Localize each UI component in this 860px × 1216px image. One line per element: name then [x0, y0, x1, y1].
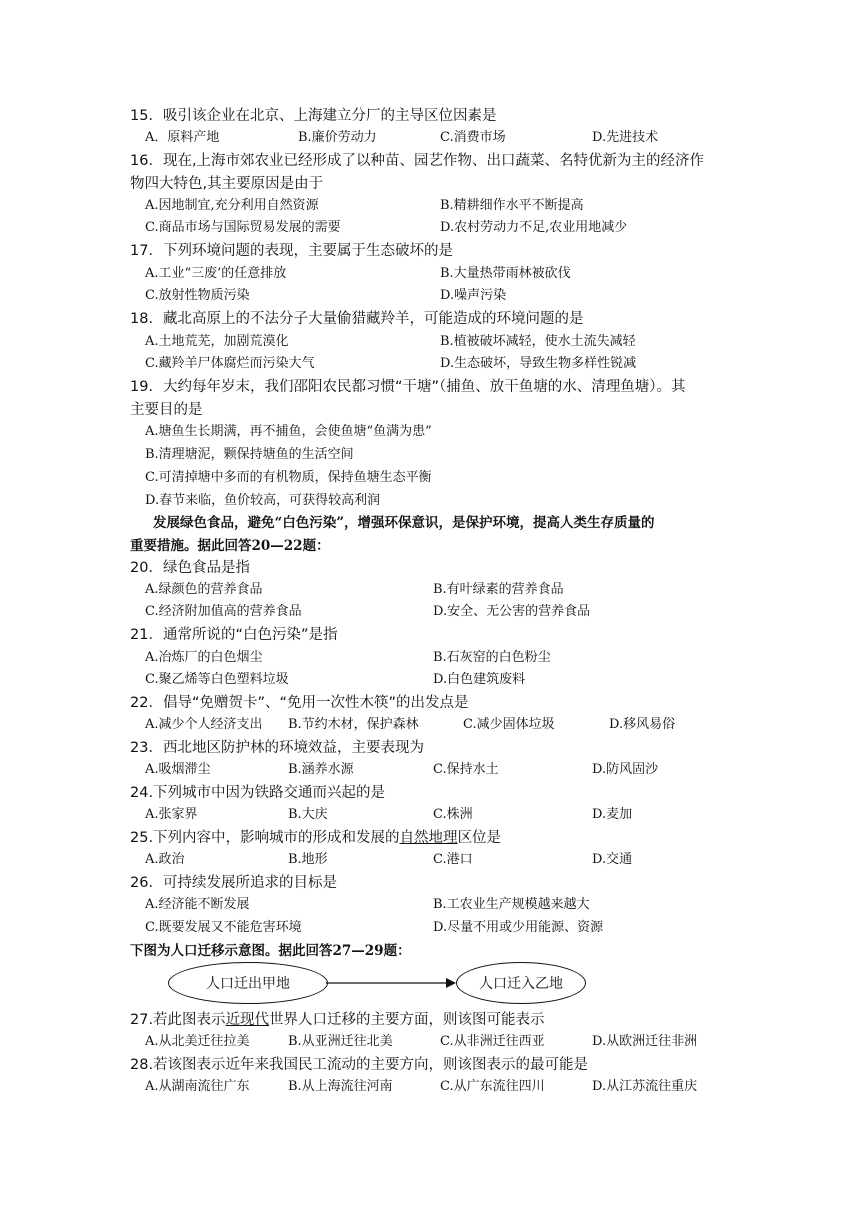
- q25-stem-pre: 25.下列内容中，影响城市的形成和发展的: [130, 830, 400, 846]
- q26-option-c: C.既要发展又不能危害环境: [145, 920, 302, 935]
- q15-stem: 15．吸引该企业在北京、上海建立分厂的主导区位因素是: [130, 108, 497, 124]
- destination-ellipse: [456, 962, 586, 1004]
- intro-20-22-line1: 发展绿色食品，避免“白色污染”，增强环保意识，是保护环境，提高人类生存质量的: [153, 515, 655, 531]
- q22-option-b: B.节约木材，保护森林: [288, 717, 419, 732]
- q27-stem-pre: 27.若此图表示: [130, 1012, 226, 1028]
- q17-option-a: A.工业“三废’的任意排放: [145, 266, 287, 281]
- q18-option-d: D.生态破坏，导致生物多样性锐减: [440, 356, 637, 371]
- q26-option-b: B.工农业生产规模越来越大: [433, 897, 590, 912]
- q25-stem-underlined: 自然地理: [399, 830, 458, 846]
- q16-stem-line1: 16．现在,上海市郊农业已经形成了以种苗、园艺作物、出口蔬菜、名特优新为主的经济作: [130, 153, 705, 169]
- q21-option-b: B.石灰窑的白色粉尘: [433, 650, 551, 665]
- q25-stem-post: 区位是: [457, 830, 502, 846]
- q18-option-b: B.植被破坏减轻，使水土流失减轻: [440, 334, 636, 349]
- q21-option-d: D.白色建筑废料: [433, 672, 526, 687]
- q23-stem: 23．西北地区防护林的环境效益，主要表现为: [130, 740, 424, 756]
- q28-stem: 28.若该图表示近年来我国民工流动的主要方向，则该图表示的最可能是: [130, 1057, 589, 1073]
- origin-label: 人口迁出甲地: [206, 976, 290, 992]
- q20-option-d: D.安全、无公害的营养食品: [433, 604, 591, 619]
- q25-option-d: D.交通: [592, 852, 633, 867]
- q19-option-a: A.塘鱼生长期满，再不捕鱼，会使鱼塘“鱼满为患”: [145, 424, 432, 439]
- q27-option-d: D.从欧洲迁往非洲: [592, 1034, 698, 1049]
- q24-option-d: D.麦加: [592, 807, 633, 822]
- q22-option-c: C.减少固体垃圾: [463, 717, 555, 732]
- q28-option-b: B.从上海流往河南: [288, 1079, 393, 1094]
- q28-option-a: A.从湖南流往广东: [145, 1079, 250, 1094]
- q17-stem: 17．下列环境问题的表现，主要属于生态破坏的是: [130, 243, 453, 259]
- q17-option-d: D.噪声污染: [440, 288, 507, 303]
- q23-option-b: B.涵养水源: [288, 762, 354, 777]
- q27-option-a: A.从北美迁往拉美: [145, 1034, 250, 1049]
- q20-stem: 20．绿色食品是指: [130, 560, 250, 576]
- q27-option-b: B.从亚洲迁往北美: [288, 1034, 393, 1049]
- q25-stem: [130, 828, 730, 848]
- q19-option-c: C.可清掉塘中多而的有机物质，保持鱼塘生态平衡: [145, 470, 432, 485]
- q28-option-c: C.从广东流往四川: [440, 1079, 545, 1094]
- q24-option-c: C.株洲: [433, 807, 473, 822]
- q18-option-c: C.藏羚羊尸体腐烂而污染大气: [145, 356, 315, 371]
- q24-stem: 24.下列城市中因为铁路交通而兴起的是: [130, 785, 386, 801]
- arrow-right-icon: [326, 974, 456, 992]
- intro-27-29: 下图为人口迁移示意图。据此回答27—29题：: [130, 943, 411, 959]
- q27-option-c: C.从非洲迁往西亚: [440, 1034, 545, 1049]
- q19-option-b: B.清理塘泥，颗保持塘鱼的生活空间: [145, 447, 354, 462]
- q21-option-a: A.冶炼厂的白色烟尘: [145, 650, 263, 665]
- q26-option-a: A.经济能不断发展: [145, 897, 250, 912]
- q22-option-a: A.减少个人经济支出: [145, 717, 263, 732]
- q27-stem-post: 世界人口迁移的主要方面，则该图可能表示: [269, 1012, 545, 1028]
- q17-option-b: B.大量热带雨林被砍伐: [440, 266, 571, 281]
- q21-option-c: C.聚乙烯等白色塑料垃圾: [145, 672, 289, 687]
- q20-option-c: C.经济附加值高的营养食品: [145, 604, 302, 619]
- q24-option-a: A.张家界: [145, 807, 198, 822]
- q15-option-a: A．原料产地: [145, 130, 220, 145]
- q20-option-a: A.绿颜色的营养食品: [145, 582, 263, 597]
- destination-label: 人口迁入乙地: [479, 976, 563, 992]
- q25-option-a: A.政治: [145, 852, 185, 867]
- q26-stem: 26．可持续发展所追求的目标是: [130, 875, 337, 891]
- q27-stem: [130, 1010, 730, 1030]
- q27-stem-underlined: 近现代: [225, 1012, 270, 1028]
- q15-option-d: D.先进技术: [592, 130, 659, 145]
- q23-option-a: A.吸烟滞尘: [145, 762, 211, 777]
- q15-option-b: B.廉价劳动力: [298, 130, 377, 145]
- origin-ellipse: [168, 962, 328, 1004]
- q19-stem-line1: 19．大约每年岁末，我们邵阳农民都习惯“干塘”（捕鱼、放干鱼塘的水、清理鱼塘）。其: [130, 379, 686, 395]
- q22-option-d: D.移风易俗: [609, 717, 676, 732]
- q19-stem-line2: 主要目的是: [130, 402, 203, 418]
- q24-option-b: B.大庆: [288, 807, 328, 822]
- q16-option-d: D.农村劳动力不足,农业用地减少: [440, 220, 628, 235]
- q16-option-a: A.因地制宜,充分利用自然资源: [145, 198, 319, 213]
- migration-diagram: [168, 962, 588, 1006]
- q19-option-d: D.春节来临，鱼价较高，可获得较高利润: [145, 493, 381, 508]
- q26-option-d: D.尽量不用或少用能源、资源: [433, 920, 604, 935]
- q25-option-c: C.港口: [433, 852, 473, 867]
- q16-option-b: B.精耕细作水平不断提高: [440, 198, 584, 213]
- q15-option-c: C.消费市场: [440, 130, 506, 145]
- q23-option-d: D.防风固沙: [592, 762, 659, 777]
- q28-option-d: D.从江苏流往重庆: [592, 1079, 698, 1094]
- q25-option-b: B.地形: [288, 852, 328, 867]
- q21-stem: 21．通常所说的“白色污染”是指: [130, 627, 338, 643]
- q17-option-c: C.放射性物质污染: [145, 288, 250, 303]
- q22-stem: 22．倡导“免赠贺卡”、“免用一次性木筷”的出发点是: [130, 695, 469, 711]
- intro-20-22-line2: 重要措施。据此回答20—22题：: [130, 538, 330, 554]
- q20-option-b: B.有叶绿素的营养食品: [433, 582, 564, 597]
- q16-option-c: C.商品市场与国际贸易发展的需要: [145, 220, 341, 235]
- q18-option-a: A.土地荒芜，加剧荒漠化: [145, 334, 289, 349]
- q23-option-c: C.保持水土: [433, 762, 499, 777]
- q18-stem: 18．藏北高原上的不法分子大量偷猎藏羚羊，可能造成的环境问题的是: [130, 311, 584, 327]
- q16-stem-line2: 物四大特色,其主要原因是由于: [130, 176, 324, 192]
